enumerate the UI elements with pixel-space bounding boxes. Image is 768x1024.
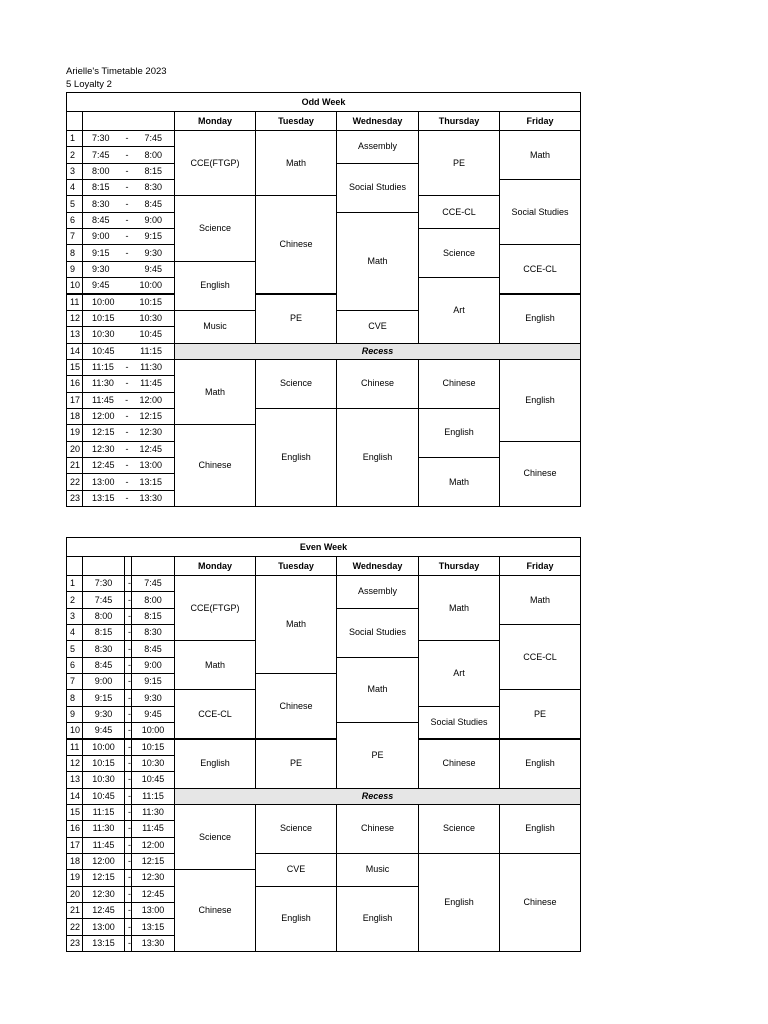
period-number: 20 <box>66 886 83 903</box>
lesson-monday-cce-ftgp: CCE(FTGP) <box>174 130 256 196</box>
period-number: 18 <box>66 853 83 870</box>
period-end-time: 10:15 <box>131 739 175 756</box>
period-start-time: 7:45 <box>82 591 125 608</box>
period-number: 17 <box>66 392 83 409</box>
period-end-time: 11:30 <box>131 804 175 821</box>
period-start-time: 8:45 <box>82 657 125 674</box>
lesson-wednesday-assembly: Assembly <box>336 130 419 164</box>
period-start-time: 13:00 <box>92 476 115 487</box>
lesson-tuesday-pe: PE <box>255 739 337 789</box>
period-start-time: 10:00 <box>92 296 115 307</box>
lesson-friday-chinese: Chinese <box>499 853 581 952</box>
header-blank <box>66 111 83 131</box>
header-blank <box>66 556 83 576</box>
period-number: 21 <box>66 457 83 474</box>
period-end-time: 12:30 <box>139 427 162 438</box>
time-separator: - <box>124 591 132 608</box>
period-end-time: 7:45 <box>144 133 162 144</box>
time-separator: - <box>124 837 132 854</box>
period-start-time: 8:00 <box>92 165 110 176</box>
period-start-time: 10:30 <box>82 771 125 788</box>
period-end-time: 10:00 <box>139 280 162 291</box>
lesson-tuesday-english: English <box>255 886 337 952</box>
day-header-monday: Monday <box>174 111 256 131</box>
lesson-monday-english: English <box>174 739 256 789</box>
period-number: 3 <box>66 163 83 180</box>
period-start-time: 8:30 <box>92 198 110 209</box>
period-time-range <box>82 473 175 490</box>
period-number: 20 <box>66 441 83 458</box>
period-time-range <box>82 310 175 327</box>
period-number: 4 <box>66 179 83 196</box>
lesson-wednesday-music: Music <box>336 853 419 887</box>
lesson-thursday-science: Science <box>418 228 500 278</box>
period-number: 6 <box>66 212 83 229</box>
period-time-range <box>82 179 175 196</box>
period-time-range <box>82 408 175 425</box>
period-number: 16 <box>66 375 83 392</box>
period-start-time: 11:45 <box>82 837 125 854</box>
period-start-time: 10:15 <box>92 313 115 324</box>
lesson-thursday-science: Science <box>418 804 500 854</box>
period-time-range <box>82 457 175 474</box>
period-number: 1 <box>66 575 83 592</box>
period-time-range <box>82 163 175 180</box>
lesson-friday-english: English <box>499 294 581 344</box>
time-separator: - <box>125 198 129 209</box>
period-end-time: 8:15 <box>144 165 162 176</box>
period-start-time: 12:00 <box>92 411 115 422</box>
period-end-time: 11:15 <box>140 345 162 356</box>
lesson-wednesday-math: Math <box>336 212 419 311</box>
period-number: 23 <box>66 935 83 952</box>
time-separator: - <box>124 918 132 935</box>
period-end-time: 9:45 <box>144 263 162 274</box>
period-start-time: 10:00 <box>82 739 125 756</box>
period-start-time: 13:00 <box>82 918 125 935</box>
period-time-range <box>82 195 175 212</box>
header-blank <box>82 111 175 131</box>
lesson-monday-math: Math <box>174 359 256 425</box>
class-name: 5 Loyalty 2 <box>66 79 112 90</box>
recess-row: Recess <box>174 788 581 805</box>
period-number: 10 <box>66 277 83 294</box>
lesson-wednesday-social-studies: Social Studies <box>336 163 419 213</box>
time-separator: - <box>125 378 129 389</box>
period-time-range <box>82 392 175 409</box>
period-end-time: 10:00 <box>131 722 175 739</box>
period-start-time: 11:15 <box>82 804 125 821</box>
period-time-range <box>82 343 175 360</box>
period-end-time: 11:15 <box>131 788 175 805</box>
lesson-wednesday-pe: PE <box>336 722 419 788</box>
day-header-wednesday: Wednesday <box>336 111 419 131</box>
time-separator: - <box>124 706 132 723</box>
time-separator: - <box>124 771 132 788</box>
lesson-thursday-art: Art <box>418 277 500 343</box>
lesson-friday-math: Math <box>499 575 581 625</box>
period-end-time: 7:45 <box>131 575 175 592</box>
lesson-thursday-english: English <box>418 408 500 458</box>
period-start-time: 9:00 <box>92 231 110 242</box>
period-number: 22 <box>66 473 83 490</box>
period-start-time: 8:15 <box>92 182 110 193</box>
period-start-time: 11:30 <box>82 820 125 837</box>
period-start-time: 10:45 <box>92 345 115 356</box>
time-separator: - <box>125 214 129 225</box>
week-title: Odd Week <box>66 92 581 112</box>
time-separator: - <box>125 362 129 373</box>
period-time-range <box>82 490 175 507</box>
time-separator: - <box>124 624 132 641</box>
period-start-time: 9:15 <box>92 247 110 258</box>
period-start-time: 12:30 <box>92 443 115 454</box>
period-time-range <box>82 375 175 392</box>
period-start-time: 7:45 <box>92 149 110 160</box>
lesson-tuesday-chinese: Chinese <box>255 673 337 739</box>
period-start-time: 11:30 <box>92 378 114 389</box>
period-end-time: 12:45 <box>139 443 162 454</box>
period-number: 22 <box>66 918 83 935</box>
period-end-time: 8:45 <box>144 198 162 209</box>
time-separator: - <box>124 739 132 756</box>
period-time-range <box>82 359 175 376</box>
period-end-time: 11:45 <box>140 378 162 389</box>
period-end-time: 10:45 <box>131 771 175 788</box>
lesson-wednesday-cve: CVE <box>336 310 419 344</box>
period-end-time: 13:00 <box>139 460 162 471</box>
time-separator: - <box>124 657 132 674</box>
period-number: 5 <box>66 195 83 212</box>
lesson-monday-chinese: Chinese <box>174 869 256 952</box>
period-start-time: 7:30 <box>82 575 125 592</box>
lesson-thursday-english: English <box>418 853 500 952</box>
period-number: 11 <box>66 294 83 311</box>
period-start-time: 13:15 <box>92 492 115 503</box>
period-number: 2 <box>66 146 83 163</box>
period-end-time: 13:15 <box>139 476 162 487</box>
period-end-time: 10:30 <box>139 313 162 324</box>
lesson-friday-english: English <box>499 739 581 789</box>
time-separator: - <box>125 231 129 242</box>
period-number: 7 <box>66 228 83 245</box>
header-blank <box>82 556 125 576</box>
period-number: 15 <box>66 359 83 376</box>
period-start-time: 9:00 <box>82 673 125 690</box>
period-start-time: 8:15 <box>82 624 125 641</box>
lesson-monday-cce-cl: CCE-CL <box>174 689 256 739</box>
lesson-wednesday-math: Math <box>336 657 419 723</box>
period-start-time: 10:15 <box>82 755 125 772</box>
lesson-monday-chinese: Chinese <box>174 424 256 507</box>
lesson-thursday-art: Art <box>418 640 500 706</box>
time-separator: - <box>125 165 129 176</box>
period-number: 8 <box>66 244 83 261</box>
lesson-friday-cce-cl: CCE-CL <box>499 624 581 690</box>
period-end-time: 13:30 <box>131 935 175 952</box>
header-blank <box>131 556 175 576</box>
lesson-wednesday-social-studies: Social Studies <box>336 608 419 658</box>
lesson-tuesday-math: Math <box>255 575 337 674</box>
time-separator: - <box>124 755 132 772</box>
lesson-monday-english: English <box>174 261 256 311</box>
period-time-range <box>82 261 175 278</box>
lesson-friday-cce-cl: CCE-CL <box>499 244 581 294</box>
period-start-time: 12:45 <box>92 460 115 471</box>
time-separator: - <box>125 411 129 422</box>
period-end-time: 12:45 <box>131 886 175 903</box>
period-time-range <box>82 146 175 163</box>
time-separator: - <box>124 853 132 870</box>
time-separator: - <box>125 427 129 438</box>
lesson-thursday-social-studies: Social Studies <box>418 706 500 740</box>
time-separator: - <box>124 820 132 837</box>
period-end-time: 8:45 <box>131 640 175 657</box>
period-number: 21 <box>66 902 83 919</box>
period-number: 18 <box>66 408 83 425</box>
period-end-time: 13:30 <box>139 492 162 503</box>
time-separator: - <box>124 869 132 886</box>
period-end-time: 9:30 <box>131 689 175 706</box>
lesson-monday-science: Science <box>174 804 256 870</box>
time-separator: - <box>125 149 129 160</box>
lesson-wednesday-chinese: Chinese <box>336 359 419 409</box>
period-end-time: 8:30 <box>131 624 175 641</box>
period-number: 11 <box>66 739 83 756</box>
period-end-time: 13:00 <box>131 902 175 919</box>
lesson-friday-chinese: Chinese <box>499 441 581 507</box>
day-header-monday: Monday <box>174 556 256 576</box>
lesson-friday-english: English <box>499 804 581 854</box>
lesson-tuesday-math: Math <box>255 130 337 196</box>
period-start-time: 8:45 <box>92 214 110 225</box>
period-number: 16 <box>66 820 83 837</box>
time-separator: - <box>125 182 129 193</box>
week-title: Even Week <box>66 537 581 557</box>
period-number: 10 <box>66 722 83 739</box>
day-header-thursday: Thursday <box>418 556 500 576</box>
period-start-time: 8:30 <box>82 640 125 657</box>
period-number: 19 <box>66 424 83 441</box>
period-end-time: 9:45 <box>131 706 175 723</box>
lesson-wednesday-english: English <box>336 886 419 952</box>
lesson-tuesday-science: Science <box>255 359 337 409</box>
time-separator: - <box>124 804 132 821</box>
period-end-time: 11:45 <box>131 820 175 837</box>
time-separator: - <box>125 492 129 503</box>
lesson-monday-cce-ftgp: CCE(FTGP) <box>174 575 256 641</box>
lesson-thursday-cce-cl: CCE-CL <box>418 195 500 229</box>
lesson-tuesday-pe: PE <box>255 294 337 344</box>
lesson-monday-science: Science <box>174 195 256 261</box>
period-start-time: 12:15 <box>92 427 115 438</box>
period-start-time: 8:00 <box>82 608 125 625</box>
time-separator: - <box>124 608 132 625</box>
period-end-time: 8:15 <box>131 608 175 625</box>
period-start-time: 12:00 <box>82 853 125 870</box>
period-number: 6 <box>66 657 83 674</box>
lesson-wednesday-chinese: Chinese <box>336 804 419 854</box>
period-end-time: 9:15 <box>131 673 175 690</box>
lesson-monday-music: Music <box>174 310 256 344</box>
period-number: 13 <box>66 326 83 343</box>
period-start-time: 11:15 <box>92 362 114 373</box>
lesson-thursday-math: Math <box>418 575 500 641</box>
period-start-time: 9:30 <box>82 706 125 723</box>
lesson-thursday-chinese: Chinese <box>418 739 500 789</box>
time-separator: - <box>124 689 132 706</box>
period-number: 9 <box>66 706 83 723</box>
time-separator: - <box>124 935 132 952</box>
period-number: 2 <box>66 591 83 608</box>
time-separator: - <box>124 722 132 739</box>
day-header-friday: Friday <box>499 556 581 576</box>
period-number: 3 <box>66 608 83 625</box>
lesson-friday-pe: PE <box>499 689 581 739</box>
time-separator: - <box>125 394 129 405</box>
period-end-time: 8:00 <box>144 149 162 160</box>
period-end-time: 9:30 <box>144 247 162 258</box>
time-separator: - <box>125 460 129 471</box>
period-time-range <box>82 441 175 458</box>
day-header-tuesday: Tuesday <box>255 556 337 576</box>
period-number: 9 <box>66 261 83 278</box>
period-number: 19 <box>66 869 83 886</box>
lesson-thursday-chinese: Chinese <box>418 359 500 409</box>
period-end-time: 12:30 <box>131 869 175 886</box>
time-separator: - <box>125 443 129 454</box>
period-number: 23 <box>66 490 83 507</box>
period-end-time: 11:30 <box>140 362 162 373</box>
time-separator: - <box>124 886 132 903</box>
period-time-range <box>82 244 175 261</box>
period-end-time: 9:00 <box>131 657 175 674</box>
timetable-title: Arielle's Timetable 2023 <box>66 66 167 77</box>
period-time-range <box>82 277 175 294</box>
period-end-time: 8:30 <box>144 182 162 193</box>
lesson-tuesday-chinese: Chinese <box>255 195 337 294</box>
period-start-time: 12:30 <box>82 886 125 903</box>
period-number: 12 <box>66 755 83 772</box>
period-end-time: 9:00 <box>144 214 162 225</box>
period-start-time: 9:45 <box>92 280 110 291</box>
period-time-range <box>82 212 175 229</box>
period-start-time: 9:45 <box>82 722 125 739</box>
time-separator: - <box>124 640 132 657</box>
lesson-tuesday-english: English <box>255 408 337 507</box>
lesson-tuesday-science: Science <box>255 804 337 854</box>
period-number: 13 <box>66 771 83 788</box>
period-number: 12 <box>66 310 83 327</box>
period-end-time: 12:00 <box>139 394 162 405</box>
lesson-monday-math: Math <box>174 640 256 690</box>
period-time-range <box>82 294 175 311</box>
lesson-friday-social-studies: Social Studies <box>499 179 581 245</box>
period-end-time: 12:15 <box>139 411 162 422</box>
period-start-time: 12:45 <box>82 902 125 919</box>
time-separator: - <box>125 133 129 144</box>
period-end-time: 9:15 <box>144 231 162 242</box>
day-header-friday: Friday <box>499 111 581 131</box>
period-time-range <box>82 326 175 343</box>
period-number: 14 <box>66 788 83 805</box>
period-number: 15 <box>66 804 83 821</box>
period-time-range <box>82 424 175 441</box>
lesson-wednesday-assembly: Assembly <box>336 575 419 609</box>
lesson-thursday-pe: PE <box>418 130 500 196</box>
period-number: 1 <box>66 130 83 147</box>
period-end-time: 10:15 <box>139 296 162 307</box>
time-separator: - <box>125 247 129 258</box>
lesson-thursday-math: Math <box>418 457 500 507</box>
period-start-time: 12:15 <box>82 869 125 886</box>
day-header-wednesday: Wednesday <box>336 556 419 576</box>
lesson-tuesday-cve: CVE <box>255 853 337 887</box>
period-number: 5 <box>66 640 83 657</box>
period-start-time: 11:45 <box>92 394 114 405</box>
period-end-time: 10:30 <box>131 755 175 772</box>
period-end-time: 12:00 <box>131 837 175 854</box>
period-start-time: 10:30 <box>92 329 115 340</box>
time-separator: - <box>124 673 132 690</box>
time-separator: - <box>124 575 132 592</box>
period-start-time: 13:15 <box>82 935 125 952</box>
period-end-time: 12:15 <box>131 853 175 870</box>
period-start-time: 10:45 <box>82 788 125 805</box>
period-start-time: 9:15 <box>82 689 125 706</box>
period-end-time: 8:00 <box>131 591 175 608</box>
time-separator: - <box>124 788 132 805</box>
period-number: 7 <box>66 673 83 690</box>
lesson-friday-english: English <box>499 359 581 442</box>
period-start-time: 9:30 <box>92 263 110 274</box>
period-end-time: 10:45 <box>139 329 162 340</box>
time-separator: - <box>124 902 132 919</box>
period-time-range <box>82 130 175 147</box>
period-number: 17 <box>66 837 83 854</box>
lesson-wednesday-english: English <box>336 408 419 507</box>
period-time-range <box>82 228 175 245</box>
time-separator: - <box>125 476 129 487</box>
recess-row: Recess <box>174 343 581 360</box>
lesson-friday-math: Math <box>499 130 581 180</box>
day-header-thursday: Thursday <box>418 111 500 131</box>
period-number: 4 <box>66 624 83 641</box>
period-number: 8 <box>66 689 83 706</box>
period-number: 14 <box>66 343 83 360</box>
period-end-time: 13:15 <box>131 918 175 935</box>
period-start-time: 7:30 <box>92 133 110 144</box>
day-header-tuesday: Tuesday <box>255 111 337 131</box>
